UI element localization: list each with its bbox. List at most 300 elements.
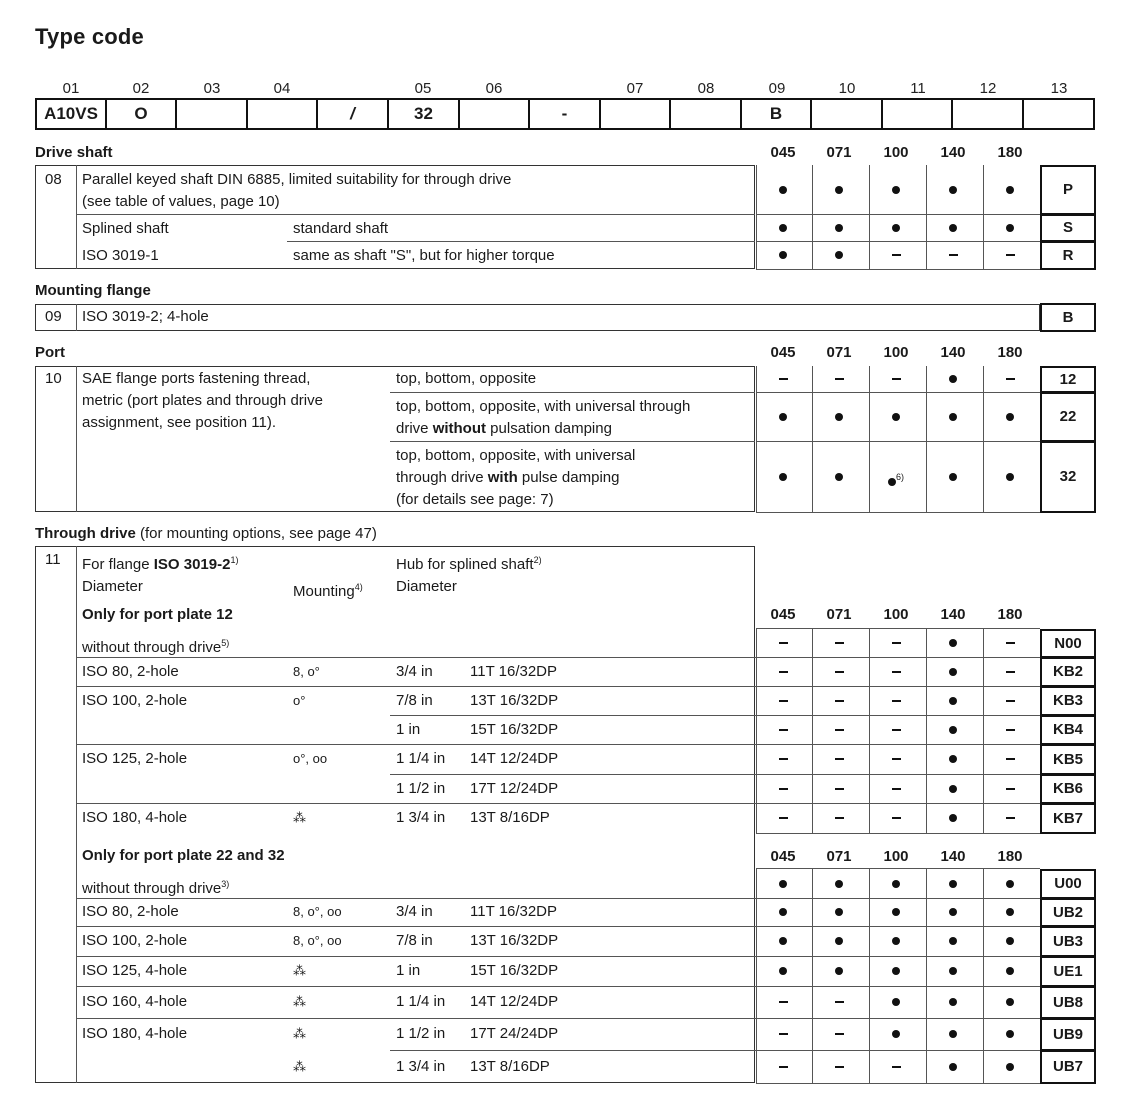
g1-hub-diameter: 1 1/4 in (396, 750, 446, 767)
available-mark (985, 960, 1035, 982)
size-header: 140 (940, 144, 966, 161)
grid-line (756, 214, 1040, 215)
dash-icon (835, 700, 844, 702)
g1-hub-diameter: 3/4 in (396, 662, 433, 680)
grid-line (756, 956, 1040, 957)
grid-line (812, 241, 813, 269)
dot-icon (1006, 937, 1014, 945)
grid-line (983, 629, 984, 657)
not-available-mark (758, 1023, 808, 1045)
dot-icon (949, 814, 957, 822)
grid-line (926, 392, 927, 441)
type-code-box (35, 98, 1095, 130)
mounting-hole-icon: 8, o°, oo (293, 904, 342, 919)
available-mark (758, 901, 808, 923)
grid-line (756, 803, 1040, 804)
available-mark (871, 991, 921, 1013)
not-available-mark (814, 807, 864, 829)
available-mark (985, 406, 1035, 428)
size-header: 180 (997, 606, 1023, 623)
dot-icon (949, 1030, 957, 1038)
option-code: UB7 (1052, 1058, 1083, 1075)
grid-line (869, 869, 870, 898)
size-header: 100 (883, 144, 909, 161)
section-mounting-flange: Mounting flange (35, 282, 151, 299)
grid-line (812, 686, 813, 715)
position-number: 03 (203, 80, 221, 97)
port-12-desc: top, bottom, opposite (396, 370, 537, 387)
grid-line (983, 956, 984, 986)
g1-spline: 13T 16/32DP (470, 691, 559, 709)
shaft-p-note: (see table of values, page 10) (82, 193, 280, 210)
g1-flange: ISO 180, 4-hole (82, 809, 188, 826)
dash-icon (779, 642, 788, 644)
grid-line (756, 926, 1040, 927)
dash-icon (1006, 642, 1015, 644)
dot-icon (1006, 908, 1014, 916)
dot-icon (1006, 224, 1014, 232)
mounting-hole-icon: ⁂ (293, 1026, 306, 1041)
port-desc-line: SAE flange ports fastening thread, (82, 370, 311, 387)
dot-icon (779, 413, 787, 421)
mounting-hole-icon: 8, o° (293, 663, 320, 679)
grid-line (983, 1018, 984, 1050)
grid-line (76, 926, 756, 927)
grid-line (756, 926, 757, 956)
dot-icon (779, 473, 787, 481)
hub-column-label: Hub for splined shaft$^{2)}$ (396, 555, 542, 573)
dash-icon (779, 700, 788, 702)
size-header: 140 (940, 848, 966, 865)
dot-icon (1006, 967, 1014, 975)
size-header: 100 (883, 344, 909, 361)
g2-hub-diameter: 1 in (396, 962, 421, 979)
dot-icon (835, 880, 843, 888)
grid-line (76, 657, 756, 658)
available-mark (871, 406, 921, 428)
dot-icon (892, 967, 900, 975)
grid-line (756, 986, 757, 1018)
available-mark (928, 748, 978, 770)
mounting-hole-icon: ⁂ (293, 810, 306, 825)
available-mark (814, 960, 864, 982)
g2-spline: 13T 8/16DP (470, 1057, 550, 1075)
dot-icon (949, 375, 957, 383)
dash-icon (835, 729, 844, 731)
code-cell-divider (599, 100, 601, 128)
dot-icon (949, 937, 957, 945)
grid-line (756, 986, 1040, 987)
size-header: 100 (883, 606, 909, 623)
option-code: KB2 (1052, 663, 1083, 680)
grid-line (926, 1050, 927, 1083)
grid-line (756, 241, 757, 269)
dash-icon (892, 700, 901, 702)
option-code: U00 (1054, 875, 1082, 892)
code-cell-divider (246, 100, 248, 128)
position-number: 12 (979, 80, 997, 97)
available-mark (871, 873, 921, 895)
available-mark (758, 960, 808, 982)
available-mark (814, 406, 864, 428)
dot-icon (949, 755, 957, 763)
g1-hub-diameter: 1 1/2 in (396, 779, 446, 797)
size-header: 071 (826, 848, 852, 865)
dash-icon (892, 671, 901, 673)
size-header: 100 (883, 848, 909, 865)
flange-code: B (1062, 309, 1074, 326)
grid-line (756, 774, 757, 803)
grid-line (812, 926, 813, 956)
grid-line (812, 715, 813, 744)
code-cell-divider (810, 100, 812, 128)
grid-line (756, 1018, 1040, 1019)
not-available-mark (871, 632, 921, 654)
dash-icon (835, 817, 844, 819)
g1-hub-diameter: 1 3/4 in (396, 809, 446, 826)
g1-spline: 11T 16/32DP (470, 662, 558, 680)
not-available-mark (758, 719, 808, 741)
not-available-mark (985, 368, 1035, 390)
dash-icon (835, 758, 844, 760)
g2-hub-diameter: 7/8 in (396, 932, 433, 949)
not-available-mark (985, 690, 1035, 712)
grid-line (926, 986, 927, 1018)
option-code: R (1062, 246, 1074, 264)
not-available-mark (814, 632, 864, 654)
available-mark (928, 1056, 978, 1078)
port-32-desc-line1: top, bottom, opposite, with universal (396, 447, 636, 464)
not-available-mark (871, 690, 921, 712)
g2-flange: without through drive$^{3)}$ (82, 878, 230, 897)
available-mark (985, 991, 1035, 1013)
available-mark (758, 873, 808, 895)
grid-line (869, 744, 870, 774)
grid-line (869, 657, 870, 686)
dot-icon (779, 880, 787, 888)
dot-icon (949, 413, 957, 421)
grid-line (756, 441, 1040, 442)
dot-icon (949, 186, 957, 194)
dash-icon (1006, 788, 1015, 790)
available-mark (928, 873, 978, 895)
available-mark (871, 930, 921, 952)
port-desc-line: assignment, see position 11). (82, 414, 276, 431)
not-available-mark (758, 1056, 808, 1078)
diameter-label: Diameter (82, 578, 143, 595)
dash-icon (1006, 729, 1015, 731)
grid-line (76, 1018, 756, 1019)
mounting-hole-icon: ⁂ (293, 963, 306, 978)
grid-line (869, 898, 870, 926)
grid-line (756, 686, 757, 715)
grid-line (390, 715, 756, 716)
not-available-mark (985, 632, 1035, 654)
port-desc-line: metric (port plates and through drive (82, 392, 323, 409)
grid-line (869, 1018, 870, 1050)
available-mark (871, 1023, 921, 1045)
g1-flange: ISO 125, 2-hole (82, 750, 188, 767)
grid-line (812, 366, 813, 392)
dot-icon (779, 908, 787, 916)
grid-line (926, 686, 927, 715)
dot-icon (949, 998, 957, 1006)
dot-icon (779, 251, 787, 259)
dot-icon (779, 224, 787, 232)
grid-line (812, 1018, 813, 1050)
shaft-r-desc: same as shaft "S", but for higher torque (293, 247, 555, 264)
not-available-mark (758, 661, 808, 683)
group-heading-port-12: Only for port plate 12 (82, 606, 233, 623)
dot-icon (892, 998, 900, 1006)
available-mark (928, 406, 978, 428)
dot-icon (892, 937, 900, 945)
option-code: KB4 (1052, 721, 1083, 738)
dot-icon (892, 1030, 900, 1038)
available-mark (814, 217, 864, 239)
size-header: 045 (770, 848, 796, 865)
not-available-mark (814, 719, 864, 741)
dot-icon (835, 186, 843, 194)
available-mark (814, 930, 864, 952)
not-available-mark (814, 778, 864, 800)
position-number: 10 (838, 80, 856, 97)
not-available-mark (758, 632, 808, 654)
dash-icon (835, 1033, 844, 1035)
grid-line (926, 715, 927, 744)
option-code: KB6 (1052, 780, 1083, 797)
g2-spline: 17T 24/24DP (470, 1025, 559, 1042)
dot-icon (1006, 998, 1014, 1006)
position-number: 02 (132, 80, 150, 97)
available-mark (928, 690, 978, 712)
not-available-mark (871, 778, 921, 800)
grid-line (76, 744, 756, 745)
mounting-hole-icon: 8, o°, oo (293, 933, 342, 948)
dot-icon (892, 413, 900, 421)
grid-line (983, 744, 984, 774)
grid-line (756, 657, 757, 686)
dash-icon (1006, 700, 1015, 702)
grid-line (812, 165, 813, 214)
section-drive-shaft: Drive shaft (35, 144, 113, 161)
option-code: 22 (1059, 408, 1077, 425)
not-available-mark (814, 661, 864, 683)
grid-line (756, 1050, 757, 1083)
available-mark (758, 244, 808, 266)
dot-icon (949, 1063, 957, 1071)
available-mark (814, 873, 864, 895)
grid-line (983, 214, 984, 241)
splined-shaft-label: Splined shaft (82, 220, 169, 237)
grid-line (926, 1018, 927, 1050)
available-mark (985, 179, 1035, 201)
option-code: UB8 (1052, 993, 1083, 1011)
splined-shaft-iso: ISO 3019-1 (82, 247, 159, 264)
available-mark (928, 901, 978, 923)
shaft-s-desc: standard shaft (293, 220, 389, 237)
not-available-mark (814, 1023, 864, 1045)
page-title: Type code (35, 24, 144, 49)
option-number: 10 (45, 370, 62, 387)
grid-line (983, 1050, 984, 1083)
position-number: 11 (910, 80, 926, 97)
code-dash: - (561, 104, 568, 123)
dash-icon (779, 817, 788, 819)
code-slash: / (350, 104, 355, 123)
not-available-mark (871, 748, 921, 770)
g2-spline: 11T 16/32DP (470, 903, 558, 920)
grid-line (983, 165, 984, 214)
grid-line (983, 715, 984, 744)
code-cell-divider (669, 100, 671, 128)
grid-line (76, 686, 756, 687)
grid-line (812, 214, 813, 241)
available-mark (985, 873, 1035, 895)
grid-line (756, 803, 757, 833)
not-available-mark (985, 748, 1035, 770)
grid-line (869, 803, 870, 833)
not-available-mark (814, 991, 864, 1013)
grid-line (869, 926, 870, 956)
grid-line (756, 715, 1040, 716)
grid-line (756, 366, 757, 392)
dot-icon (949, 726, 957, 734)
grid-line (812, 441, 813, 512)
grid-line (756, 686, 1040, 687)
dot-icon (1006, 413, 1014, 421)
g2-hub-diameter: 1 3/4 in (396, 1057, 446, 1075)
available-mark (758, 179, 808, 201)
g1-flange: ISO 100, 2-hole (82, 691, 188, 709)
dash-icon (835, 1066, 844, 1068)
dash-icon (892, 758, 901, 760)
g1-spline: 15T 16/32DP (470, 720, 559, 738)
grid-line (983, 803, 984, 833)
grid-line (756, 392, 757, 441)
position-number: 09 (768, 80, 786, 97)
available-mark (871, 901, 921, 923)
dash-icon (1006, 671, 1015, 673)
grid-line (756, 833, 1040, 834)
flange-column-label: For flange ISO 3019-2$^{1)}$ (82, 555, 239, 573)
size-header: 140 (940, 344, 966, 361)
grid-line (76, 956, 756, 957)
grid-line (926, 441, 927, 512)
position-number: 07 (626, 80, 644, 97)
grid-line (756, 1018, 757, 1050)
code-pos-09: B (769, 104, 783, 123)
grid-line (869, 686, 870, 715)
available-mark (928, 930, 978, 952)
dash-icon (892, 378, 901, 380)
size-header: 180 (997, 144, 1023, 161)
g2-spline: 14T 12/24DP (470, 993, 559, 1010)
dot-icon (892, 224, 900, 232)
size-header: 180 (997, 848, 1023, 865)
available-mark (928, 1023, 978, 1045)
dash-icon (779, 1001, 788, 1003)
available-mark (871, 217, 921, 239)
grid-line (926, 869, 927, 898)
not-available-mark (871, 807, 921, 829)
dash-icon (779, 671, 788, 673)
grid-line (869, 392, 870, 441)
dash-icon (892, 1066, 901, 1068)
code-pos-01: A10VS (44, 104, 98, 123)
dot-icon (835, 473, 843, 481)
grid-line (756, 744, 1040, 745)
code-cell-divider (1022, 100, 1024, 128)
position-number: 13 (1050, 80, 1068, 97)
available-mark (814, 901, 864, 923)
section-through-drive: Through drive (for mounting options, see page 47) (35, 525, 377, 542)
g2-hub-diameter: 3/4 in (396, 903, 433, 920)
dot-icon (892, 880, 900, 888)
grid-line (869, 441, 870, 512)
not-available-mark (758, 748, 808, 770)
grid-line (812, 956, 813, 986)
code-cell-divider (458, 100, 460, 128)
available-mark (928, 991, 978, 1013)
dash-icon (835, 788, 844, 790)
g1-flange: ISO 80, 2-hole (82, 662, 179, 680)
size-header: 071 (826, 344, 852, 361)
grid-line (812, 898, 813, 926)
grid-line (812, 392, 813, 441)
size-header: 071 (826, 144, 852, 161)
grid-line (869, 1050, 870, 1083)
grid-line (869, 956, 870, 986)
not-available-mark (758, 690, 808, 712)
grid-line (926, 744, 927, 774)
dash-icon (779, 1066, 788, 1068)
grid-line (756, 898, 1040, 899)
dot-icon (835, 967, 843, 975)
flange-desc: ISO 3019-2; 4-hole (82, 308, 209, 325)
available-mark (985, 1023, 1035, 1045)
grid-line (756, 898, 757, 926)
option-code: UB3 (1052, 932, 1083, 950)
grid-line (926, 774, 927, 803)
grid-line (756, 1050, 1040, 1051)
available-mark (985, 217, 1035, 239)
not-available-mark (871, 244, 921, 266)
g1-spline: 14T 12/24DP (470, 750, 559, 767)
dash-icon (1006, 378, 1015, 380)
position-number: 06 (485, 80, 503, 97)
grid-line (756, 392, 1040, 393)
available-mark (928, 960, 978, 982)
grid-line (812, 657, 813, 686)
option-code: UB2 (1052, 903, 1083, 921)
code-cell-divider (881, 100, 883, 128)
dot-icon (779, 186, 787, 194)
available-mark (758, 466, 808, 488)
option-code: KB5 (1052, 750, 1083, 768)
not-available-mark (758, 368, 808, 390)
port-22-desc-line2: drive without pulsation damping (396, 420, 612, 437)
size-header: 045 (770, 606, 796, 623)
dot-icon (779, 937, 787, 945)
not-available-mark (814, 748, 864, 770)
available-mark (928, 368, 978, 390)
not-available-mark (985, 807, 1035, 829)
not-available-mark (758, 991, 808, 1013)
available-mark (928, 632, 978, 654)
available-mark (814, 466, 864, 488)
option-number: 08 (45, 171, 62, 188)
